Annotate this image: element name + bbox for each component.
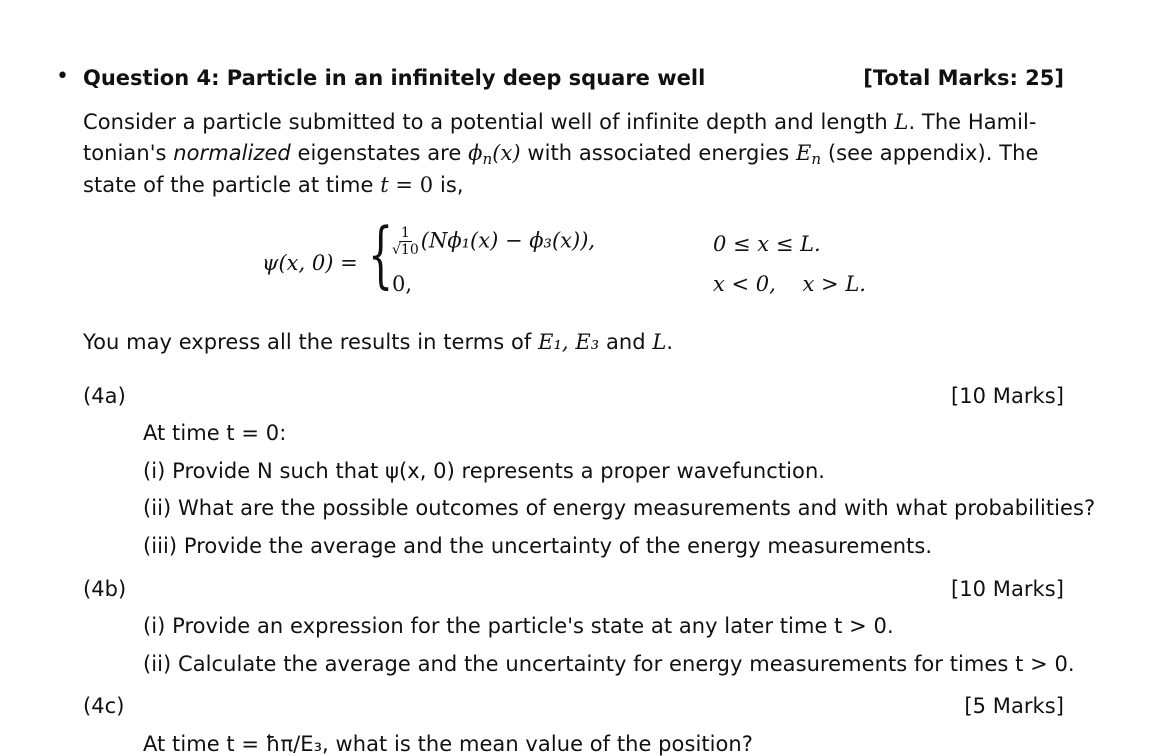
bullet-marker: •: [56, 64, 69, 89]
part-4c-marks: [5 Marks]: [964, 694, 1064, 718]
case-2-condition: x < 0, x > L.: [713, 272, 866, 296]
case-1-expression: $\frac{1}{√10}$ (Nϕ₁(x) − ϕ₃(x)),: [392, 225, 596, 258]
intro-line-1: Consider a particle submitted to a potential well of infinite depth and length L. The Hamil-: [83, 110, 1037, 134]
part-4b-label: (4b): [83, 577, 127, 601]
express-results-line: You may express all the results in terms of E₁, E₃ and L.: [83, 330, 674, 354]
total-marks: [Total Marks: 25]: [863, 66, 1064, 90]
part-4a-lead: At time t = 0:: [143, 421, 287, 445]
question-title: Question 4: Particle in an infinitely deep square well: [83, 66, 706, 90]
part-4a-item-i: (i) Provide N such that ψ(x, 0) represents a proper wavefunction.: [143, 459, 826, 483]
intro-line-2: tonian's normalized eigenstates are $\phi_n(x)$ with associated energies $E_n$ (see appendix). The: [83, 141, 1039, 169]
equation-lhs: ψ(x, 0) =: [262, 251, 358, 275]
part-4b-item-i: (i) Provide an expression for the particle's state at any later time t > 0.: [143, 614, 894, 638]
intro-line-3: state of the particle at time t = 0 is,: [83, 173, 464, 197]
part-4c-lead: At time t = ħπ/E₃, what is the mean value of the position?: [143, 732, 753, 756]
part-4b-item-ii: (ii) Calculate the average and the uncertainty for energy measurements for times t > 0.: [143, 652, 1075, 676]
wavefunction-equation: [262, 212, 902, 302]
case-2-expression: 0,: [392, 272, 413, 296]
part-4a-item-ii: (ii) What are the possible outcomes of energy measurements and with what probabilities?: [143, 496, 1096, 520]
part-4c-label: (4c): [83, 694, 125, 718]
part-4b-marks: [10 Marks]: [950, 577, 1064, 601]
case-1-condition: 0 ≤ x ≤ L.: [713, 232, 821, 256]
part-4a-label: (4a): [83, 384, 126, 408]
equation-brace: {: [368, 212, 394, 296]
part-4a-item-iii: (iii) Provide the average and the uncertainty of the energy measurements.: [143, 534, 933, 558]
part-4a-marks: [10 Marks]: [950, 384, 1064, 408]
